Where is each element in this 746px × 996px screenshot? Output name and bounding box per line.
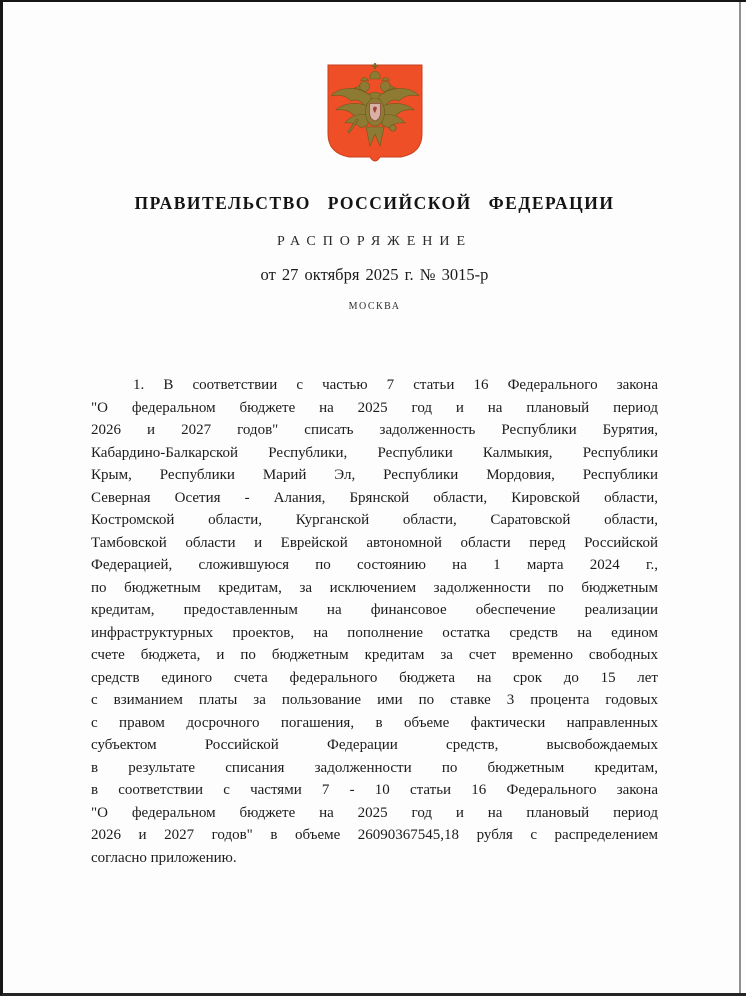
date-number-line: от 27 октября 2025 г. № 3015-р: [260, 265, 489, 284]
body-text-line: с правом досрочного погашения, в объеме фактически направленных: [91, 714, 658, 731]
body-text-line: Тамбовской области и Еврейской автономной области перед Российской: [91, 534, 658, 551]
body-text-line: субъектом Российской Федерации средств, высвобождаемых: [91, 737, 658, 753]
body-text-line: в результате списания задолженности по бюджетным кредитам,: [91, 759, 658, 776]
body-text-line: с взиманием платы за пользование ими по ставке 3 процента годовых: [91, 692, 658, 708]
body-text-line: "О федеральном бюджете на 2025 год и на плановый период: [91, 399, 658, 416]
authority-title: ПРАВИТЕЛЬСТВО РОССИЙСКОЙ ФЕДЕРАЦИИ: [134, 193, 615, 213]
body-text-line: Кабардино-Балкарской Республики, Республики Калмыкия, Республики: [91, 444, 658, 461]
body-text-line: 1. В соответствии с частью 7 статьи 16 Федерального закона: [133, 377, 658, 393]
body-text-line: Крым, Республики Марий Эл, Республики Мордовия, Республики: [91, 467, 658, 483]
body-text-line: 2026 и 2027 годов" списать задолженность Республики Бурятия,: [91, 422, 658, 438]
body-text-line: по бюджетным кредитам, за исключением задолженности по бюджетным: [91, 579, 658, 596]
body-text-line: инфраструктурных проектов, на пополнение остатка средств на едином: [91, 624, 658, 641]
body-text-line: Костромской области, Курганской области, Саратовской области,: [91, 512, 658, 528]
body-text-line: счете бюджета, и по бюджетным кредитам за счет временно свободных: [91, 647, 658, 663]
body-text-line: "О федеральном бюджете на 2025 год и на плановый период: [91, 804, 658, 821]
coat-of-arms-svg: [324, 62, 426, 168]
document-type-title: РАСПОРЯЖЕНИЕ: [276, 234, 473, 249]
body-text-line: согласно приложению.: [91, 849, 237, 866]
body-text-line: 2026 и 2027 годов" в объеме 26090367545,18 рубля с распределением: [91, 827, 658, 843]
body-text-line: Северная Осетия - Алания, Брянской области, Кировской области,: [91, 489, 658, 506]
body-text-line: средств единого счета федерального бюджета на срок до 15 лет: [91, 669, 658, 686]
body-text-line: кредитам, предоставленным на финансовое обеспечение реализации: [91, 602, 658, 618]
body-text: [91, 374, 658, 869]
coat-of-arms-icon: [324, 62, 426, 168]
scan-edge-line: [739, 2, 741, 993]
body-text-line: в соответствии с частями 7 - 10 статьи 16 Федерального закона: [91, 782, 658, 798]
city-label: МОСКВА: [348, 301, 401, 312]
body-text-line: Федерацией, сложившуюся по состоянию на 1 марта 2024 г.,: [91, 557, 658, 573]
